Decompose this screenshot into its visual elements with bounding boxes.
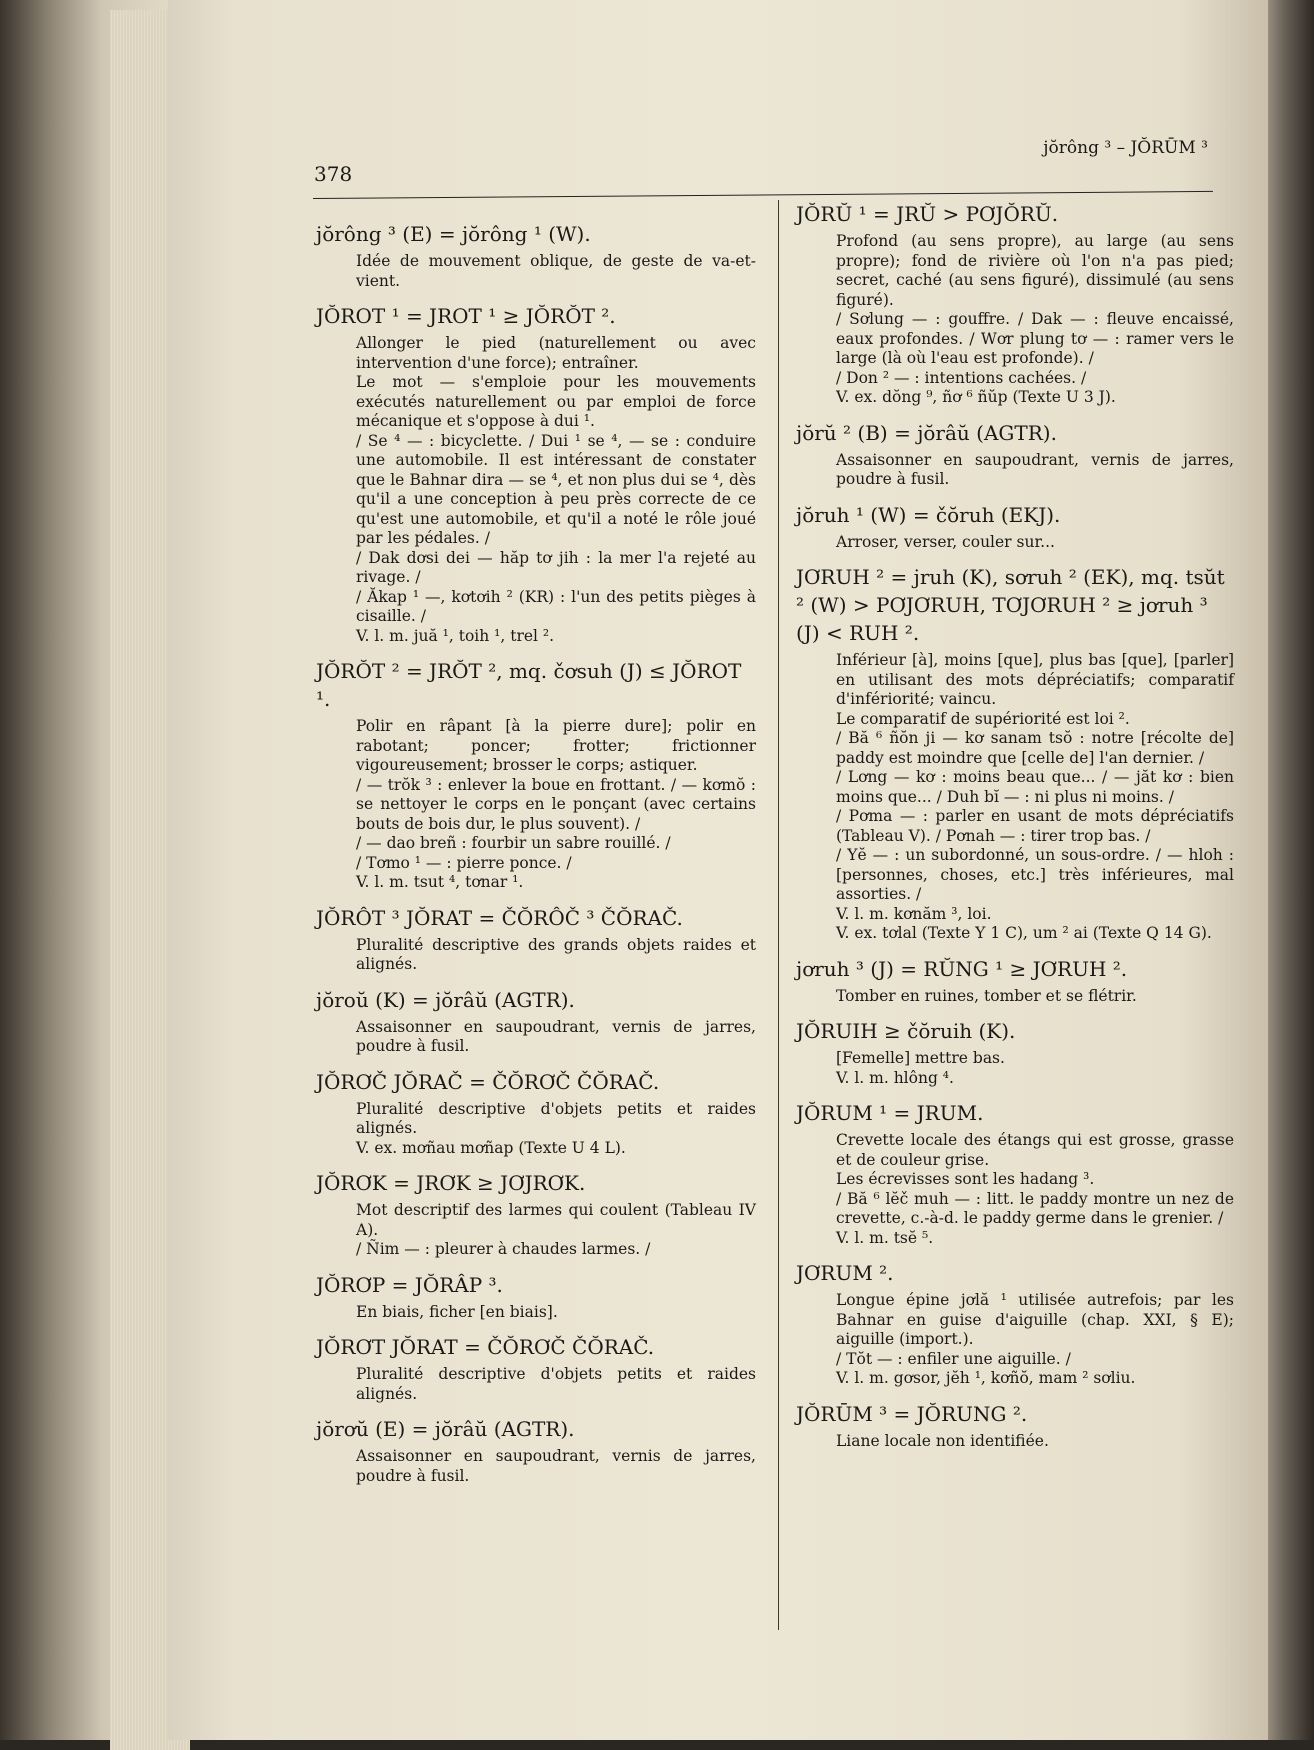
definition (356, 717, 756, 893)
headword: jŏruh ¹ (W) = čŏruh (EKJ). (796, 502, 1061, 527)
headword: jŏroŭ (K) = jŏrâŭ (AGTR). (316, 987, 575, 1012)
headword: JŎRŪM ³ = JŎRUNG ². (796, 1401, 1028, 1426)
definition-line: / Bă ⁶ lĕč muh — : litt. le paddy montre un nez de crevette, c.-à-d. le paddy germe dans le grenier. / (836, 1189, 1234, 1227)
definition-line: Les écrevisses sont les hadang ³. (836, 1170, 1095, 1188)
definition-line: V. l. m. tsut ⁴, tơnar ¹. (356, 873, 524, 891)
definition-line: Pluralité descriptive d'objets petits et raides alignés. (356, 1099, 756, 1137)
definition (356, 1447, 756, 1486)
definition (356, 1100, 756, 1159)
headword: jŏrŭ ² (B) = jŏrâŭ (AGTR). (796, 420, 1057, 445)
definition (356, 1018, 756, 1057)
definition-line: Mot descriptif des larmes qui coulent (Tableau IV A). (356, 1201, 756, 1239)
entry (316, 1271, 756, 1323)
entry (796, 955, 1234, 1007)
definition-line: V. ex. mơñau mơñap (Texte U 4 L). (356, 1138, 626, 1157)
definition-line: / Se ⁴ — : bicyclette. / Dui ¹ se ⁴, — se : conduire une automobile. Il est intéressant de constater que le Bahnar dira — se ⁴, et non plus dui se ⁴, dès qu'il a une conception à peu près correcte de ce qu'est une automobile, et qu'il a noté le rôle joué par les pédales. / (356, 431, 756, 547)
entry (796, 501, 1234, 553)
definition-line: Arroser, verser, couler sur... (836, 532, 1055, 551)
definition (836, 1049, 1234, 1088)
definition (356, 936, 756, 975)
definition (836, 1432, 1234, 1452)
definition-line: V. l. m. gơsor, jĕh ¹, kơñŏ, mam ² sơliu. (836, 1369, 1136, 1387)
header-rule (313, 191, 1213, 199)
definition-line: / Bă ⁶ ñŏn ji — kơ sanam tsŏ : notre [récolte de] paddy est moindre que [celle de] l'an dernier. / (836, 729, 1234, 767)
definition-line: / Don ² — : intentions cachées. / (836, 368, 1087, 387)
headword: JƠRUH ² = jruh (K), sơruh ² (EK), mq. tsŭt ² (W) > PƠJƠRUH, TƠJƠRUH ² ≥ jơruh ³ (J) < RUH ². (796, 565, 1225, 645)
definition-line: V. l. m. hlông ⁴. (836, 1068, 954, 1087)
definition-line: Assaisonner en saupoudrant, vernis de jarres, poudre à fusil. (356, 1017, 756, 1055)
definition-line: / Lơng — kơ : moins beau que... / — jăt kơ : bien moins que... / Duh bĭ — : ni plus ni moins. / (836, 768, 1234, 806)
dictionary-page (168, 0, 1268, 1740)
column-divider (778, 200, 779, 1630)
definition-line: Crevette locale des étangs qui est grosse, grasse et de couleur grise. (836, 1131, 1234, 1169)
entry (796, 1017, 1234, 1088)
entry (316, 220, 756, 291)
definition-line: Tomber en ruines, tomber et se flétrir. (836, 986, 1137, 1005)
entry (316, 1415, 756, 1486)
headword: jŏrông ³ (E) = jŏrông ¹ (W). (316, 222, 591, 246)
definition-line: / Sơlung — : gouffre. / Dak — : fleuve encaissé, eaux profondes. / Wơr plung tơ — : ramer vers le large (là où l'eau est profonde). / (836, 310, 1234, 367)
headword: JŎRUM ¹ = JRUM. (796, 1101, 984, 1125)
running-head: jŏrông ³ – JŎRŪM ³ (1043, 138, 1208, 158)
definition-line: / Dak dơsi dei — hăp tơ jih : la mer l'a rejeté au rivage. / (356, 548, 756, 586)
definition-line: Inférieur [à], moins [que], plus bas [que], [parler] en utilisant des mots dépréciatifs; comparatif d'infériorité; vaincu. (836, 651, 1234, 708)
entry (796, 419, 1234, 490)
entry (796, 563, 1234, 944)
headword: JŎROT ¹ = JROT ¹ ≥ JŎRŎT ². (316, 304, 616, 328)
definition (836, 651, 1234, 944)
definition (356, 334, 756, 646)
page-number: 378 (314, 162, 353, 186)
headword: JŎRƠT JŎRAT = ČŎRƠČ ČŎRAČ. (316, 1335, 655, 1359)
definition-line: Idée de mouvement oblique, de geste de va-et-vient. (356, 252, 756, 290)
headword: JƠRUM ². (796, 1261, 894, 1285)
definition-line: Assaisonner en saupoudrant, vernis de jarres, poudre à fusil. (356, 1447, 756, 1485)
entry (316, 302, 756, 646)
definition (356, 1201, 756, 1260)
entry (316, 1333, 756, 1404)
entry (316, 986, 756, 1057)
entry (316, 1169, 756, 1260)
definition-line: Profond (au sens propre), au large (au sens propre); fond de rivière où l'on n'a pas pied; secret, caché (au sens figuré), dissimulé (au sens figuré). (836, 232, 1234, 309)
definition (836, 232, 1234, 408)
left-column (316, 220, 756, 1497)
headword: jŏrơŭ (E) = jŏrâŭ (AGTR). (316, 1417, 575, 1441)
definition-line: Assaisonner en saupoudrant, vernis de jarres, poudre à fusil. (836, 450, 1234, 488)
definition-line: V. l. m. juă ¹, toih ¹, trel ². (356, 626, 555, 645)
definition (836, 533, 1234, 553)
definition-line: / — dao breñ : fourbir un sabre rouillé. / (356, 834, 671, 852)
definition-line: / Ñim — : pleurer à chaudes larmes. / (356, 1240, 651, 1258)
headword: JŎRÔT ³ JŎRAT = ČŎRÔČ ³ ČŎRAČ. (316, 905, 683, 930)
definition-line: V. l. m. kơnăm ³, loi. (836, 904, 992, 923)
definition-line: / — trŏk ³ : enlever la boue en frottant. / — kơmŏ : se nettoyer le corps en le ponçant (avec certains bouts de bois dur, le plus souvent). / (356, 775, 756, 833)
definition-line: / Tơmo ¹ — : pierre ponce. / (356, 853, 572, 872)
definition (836, 451, 1234, 490)
definition (356, 1365, 756, 1404)
definition-line: / Pơma — : parler en usant de mots dépréciatifs (Tableau V). / Pơnah — : tirer trop bas. / (836, 807, 1234, 845)
entry (316, 904, 756, 975)
definition-line: Longue épine jơlă ¹ utilisée autrefois; par les Bahnar en guise d'aiguille (chap. XXI, § E); aiguille (import.). (836, 1291, 1234, 1348)
entry (796, 1259, 1234, 1389)
headword: JŎRƠP = JŎRÂP ³. (316, 1272, 503, 1297)
definition-line: Liane locale non identifiée. (836, 1431, 1049, 1450)
definition-line: / Ăkap ¹ —, kơtơih ² (KR) : l'un des petits pièges à cisaille. / (356, 587, 756, 625)
definition (356, 1303, 756, 1323)
definition-line: Le comparatif de supériorité est loi ². (836, 709, 1130, 728)
definition (836, 1131, 1234, 1248)
headword: JŎRƠČ JŎRAČ = ČŎRƠČ ČŎRAČ. (316, 1069, 660, 1094)
headword: JŎRŬ ¹ = JRŬ > PƠJŎRŬ. (796, 202, 1059, 226)
entry (796, 200, 1234, 408)
definition-line: V. ex. tơlal (Texte Y 1 C), um ² ai (Texte Q 14 G). (836, 924, 1212, 942)
definition-line: / Tŏt — : enfiler une aiguille. / (836, 1349, 1071, 1368)
definition-line: / Yĕ — : un subordonné, un sous-ordre. / — hloh : [personnes, choses, etc.] très inférieures, mal assorties. / (836, 846, 1234, 903)
entry (796, 1400, 1234, 1452)
definition-line: Pluralité descriptive d'objets petits et raides alignés. (356, 1365, 756, 1403)
definition (356, 252, 756, 291)
definition-line: Pluralité descriptive des grands objets raides et alignés. (356, 935, 756, 973)
definition-line: V. ex. dŏng ⁹, ñơ ⁶ ñŭp (Texte U 3 J). (836, 388, 1116, 406)
entry (796, 1099, 1234, 1248)
definition (836, 987, 1234, 1007)
right-column (796, 200, 1234, 1462)
definition-line: En biais, ficher [en biais]. (356, 1302, 558, 1321)
headword: JŎRUIH ≥ čŏruih (K). (796, 1019, 1016, 1043)
headword: JŎRŎT ² = JRŎT ², mq. čơsuh (J) ≤ JŎROT ¹. (316, 659, 742, 711)
definition-line: Allonger le pied (naturellement ou avec intervention d'une force); entraîner. (356, 334, 756, 372)
entry (316, 1068, 756, 1159)
headword: JŎRƠK = JRƠK ≥ JƠJRƠK. (316, 1171, 586, 1195)
entry (316, 657, 756, 893)
definition-line: [Femelle] mettre bas. (836, 1049, 1005, 1067)
definition-line: V. l. m. tsĕ ⁵. (836, 1228, 934, 1247)
definition (836, 1291, 1234, 1389)
definition-line: Le mot — s'emploie pour les mouvements exécutés naturellement ou par emploi de force mécanique et s'oppose à dui ¹. (356, 373, 756, 430)
headword: jơruh ³ (J) = RŬNG ¹ ≥ JƠRUH ². (796, 956, 1128, 981)
definition-line: Polir en râpant [à la pierre dure]; polir en rabotant; poncer; frotter; frictionner vigoureusement; brosser le corps; astiquer. (356, 717, 756, 774)
